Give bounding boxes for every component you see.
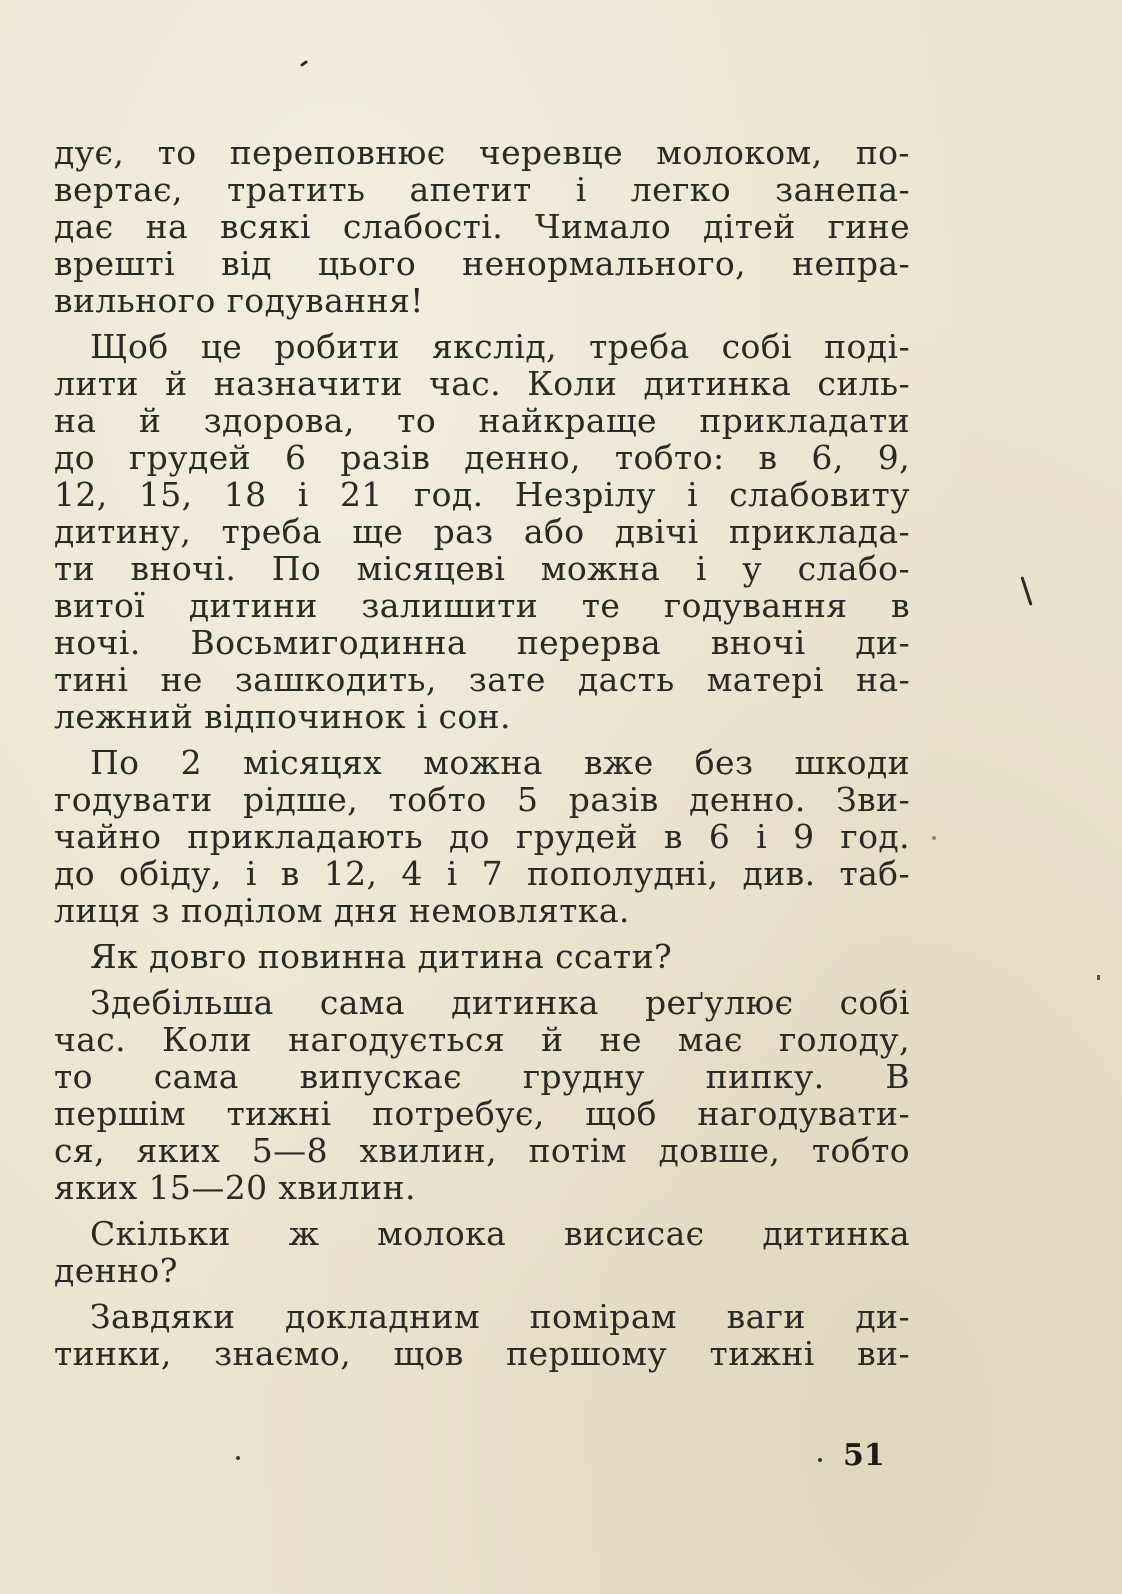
page-number: 51 <box>843 1438 885 1473</box>
text-line: дитину, треба ще раз або двічі приклада- <box>54 512 910 551</box>
text-line: Скільки ж молока висисає дитинка <box>90 1214 910 1253</box>
text-line: лити й назначити час. Коли дитинка силь- <box>54 364 910 403</box>
text-line: ся, яких 5—8 хвилин, потім довше, тобто <box>54 1131 910 1170</box>
ink-dot <box>818 1458 822 1462</box>
text-line: ти вночі. По місяцеві можна і у слабо- <box>54 549 910 588</box>
text-line: лиця з поділом дня немовлятка. <box>54 891 630 930</box>
text-line: врешті від цього ненормального, непра- <box>54 244 910 283</box>
paragraph <box>54 1298 910 1372</box>
page-body-text <box>54 134 910 1372</box>
text-line: годувати рідше, тобто 5 разів денно. Зви- <box>54 780 910 819</box>
ink-speck <box>1097 975 1100 980</box>
text-line: то сама випускає грудну пипку. В <box>54 1057 910 1096</box>
text-line: вильного годування! <box>54 281 424 320</box>
text-line: час. Коли нагодується й не має голоду, <box>54 1020 910 1059</box>
text-line: витої дитини залишити те годування в <box>54 586 910 625</box>
paragraph <box>54 134 910 319</box>
paragraph <box>54 328 910 735</box>
ink-speck <box>300 60 308 67</box>
text-line: денно? <box>54 1251 178 1290</box>
text-line: лежний відпочинок і сон. <box>54 697 511 736</box>
text-line: чайно прикладають до грудей в 6 і 9 год. <box>54 817 910 856</box>
text-line: Як довго повинна дитина ссати? <box>90 937 673 976</box>
ink-dot <box>236 1456 240 1460</box>
text-line: вертає, тратить апетит і легко занепа- <box>54 170 910 209</box>
text-line: ночі. Восьмигодинна перерва вночі ди- <box>54 623 910 662</box>
text-line: до грудей 6 разів денно, тобто: в 6, 9, <box>54 438 910 477</box>
paragraph <box>54 1215 910 1289</box>
paragraph <box>54 938 910 975</box>
text-line: на й здорова, то найкраще прикладати <box>54 401 910 440</box>
text-line: дує, то переповнює черевце молоком, по- <box>54 133 910 172</box>
text-line: тинки, знаємо, щов першому тижні ви- <box>54 1334 910 1373</box>
ink-mark <box>1020 576 1032 605</box>
text-line: першім тижні потребує, щоб нагодувати- <box>54 1094 910 1133</box>
text-line: Здебільша сама дитинка реґулює собі <box>90 983 910 1022</box>
text-line: 12, 15, 18 і 21 год. Незрілу і слабовиту <box>54 475 910 514</box>
text-line: яких 15—20 хвилин. <box>54 1168 416 1207</box>
paragraph <box>54 744 910 929</box>
text-line: По 2 місяцях можна вже без шкоди <box>90 743 910 782</box>
ink-speck <box>932 836 936 840</box>
paragraph <box>54 984 910 1206</box>
text-line: дає на всякі слабості. Чимало дітей гине <box>54 207 910 246</box>
text-line: Завдяки докладним помірам ваги ди- <box>90 1297 910 1336</box>
text-line: тині не зашкодить, зате дасть матері на- <box>54 660 910 699</box>
text-line: до обіду, і в 12, 4 і 7 пополудні, див. таб- <box>54 854 910 893</box>
text-line: Щоб це робити якслід, треба собі поді- <box>90 327 910 366</box>
